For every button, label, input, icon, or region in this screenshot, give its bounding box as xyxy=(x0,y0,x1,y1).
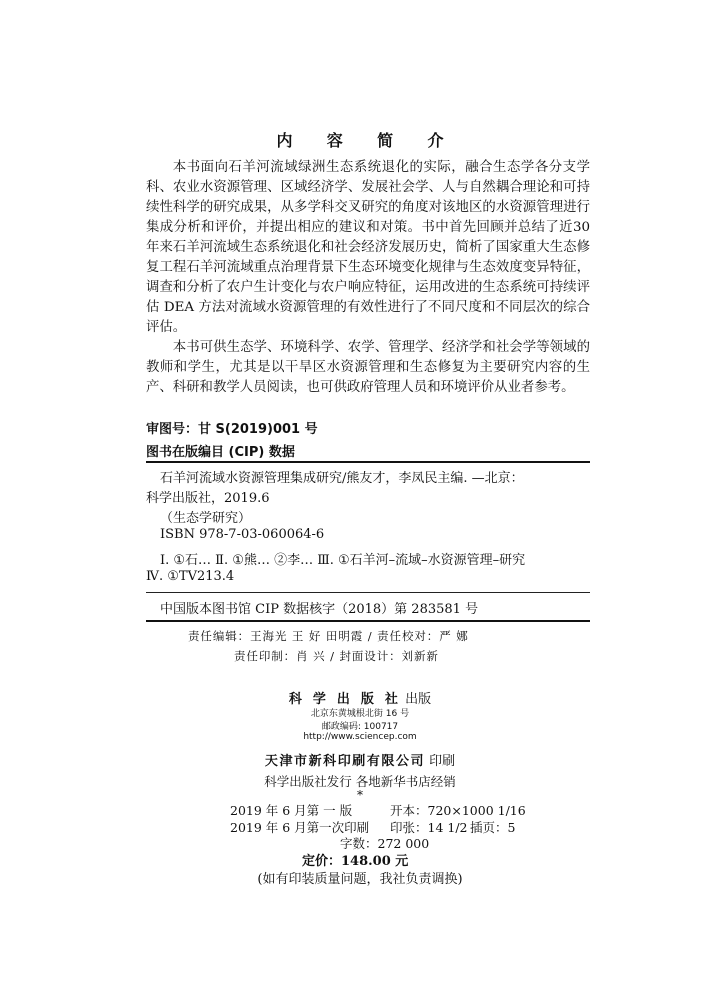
quality-note: (如有印装质量问题，我社负责调换) xyxy=(257,872,463,887)
cip-isbn: ISBN 978-7-03-060064-6 xyxy=(160,527,325,542)
map-review-number: 审图号：甘 S(2019)001 号 xyxy=(146,422,318,437)
cip-title-line: 石羊河流域水资源管理集成研究/熊友才，李凤民主编. —北京： xyxy=(160,471,524,486)
cip-heading: 图书在版编目 (CIP) 数据 xyxy=(146,445,295,460)
staff-production: 责任印制：肖 兴 / 封面设计：刘新新 xyxy=(234,649,439,663)
page-title: 内 容 简 介 xyxy=(276,131,458,150)
cip-classification-2: Ⅳ. ①TV213.4 xyxy=(146,569,235,584)
publisher-postcode: 邮政编码: 100717 xyxy=(321,722,399,732)
printer-line xyxy=(0,750,720,769)
cip-top-rule xyxy=(146,461,590,463)
distribution-line: 科学出版社发行 各地新华书店经销 xyxy=(264,774,456,789)
publisher-address: 北京东黄城根北街 16 号 xyxy=(310,709,410,719)
abstract-paragraph-2: 本书可供生态学、环境科学、农学、管理学、经济学和社会学等领域的教师和学生，尤其是以干旱区水资源管理和生态修复为主要研究内容的生产、科研和教学人员阅读，也可供政府管理人员和环境评价从业者参考。 xyxy=(146,340,590,395)
publisher-name: 科 学 出 版 社 xyxy=(288,692,402,707)
publisher-suffix: 出版 xyxy=(405,692,432,707)
book-format: 开本：720×1000 1/16 xyxy=(390,803,526,818)
insert-pages: 插页：5 xyxy=(470,820,516,835)
cip-classification-1: Ⅰ. ①石… Ⅱ. ①熊… ②李… Ⅲ. ①石羊河–流域–水资源管理–研究 xyxy=(160,553,526,568)
cip-bottom-rule xyxy=(146,620,590,622)
cip-series: （生态学研究） xyxy=(160,511,252,526)
printer-name: 天津市新科印刷有限公司 xyxy=(264,754,426,769)
cip-library-number: 中国版本图书馆 CIP 数据核字（2018）第 283581 号 xyxy=(160,602,479,617)
edition-date: 2019 年 6 月第 一 版 xyxy=(230,803,353,818)
print-date: 2019 年 6 月第一次印刷 xyxy=(230,820,370,835)
publisher-website: http://www.sciencep.com xyxy=(303,732,417,742)
cip-mid-rule xyxy=(146,592,590,593)
abstract-paragraph-1: 本书面向石羊河流域绿洲生态系统退化的实际，融合生态学各分支学科、农业水资源管理、区域经济学、发展社会学、人与自然耦合理论和可持续性科学的研究成果，从多学科交叉研究的角度对该地区的水资源管理进行集成分析和评价，并提出相应的建议和对策。书中首先回顾并总结了近30年来石羊河流域生态系统退化和社会经济发展历史，简析了国家重大生态修复工程石羊河流域重点治理背景下生态环境变化规律与生态效度变异特征，调查和分析了农户生计变化与农户响应特征，运用改进的生态系统可持续评估 DEA 方法对流域水资源管理的有效性进行了不同尺度和不同层次的综合评估。 xyxy=(146,160,590,335)
abstract xyxy=(146,158,590,398)
publisher-line xyxy=(0,688,720,707)
separator-star: * xyxy=(357,788,363,802)
word-count: 字数：272 000 xyxy=(340,836,430,851)
price: 定价：148.00 元 xyxy=(302,854,409,869)
print-sheets: 印张：14 1/2 xyxy=(390,820,468,835)
staff-editors: 责任编辑：王海光 王 好 田明霞 / 责任校对：严 娜 xyxy=(188,629,469,643)
printer-suffix: 印刷 xyxy=(429,754,456,769)
cip-publisher-line: 科学出版社，2019.6 xyxy=(146,491,270,506)
